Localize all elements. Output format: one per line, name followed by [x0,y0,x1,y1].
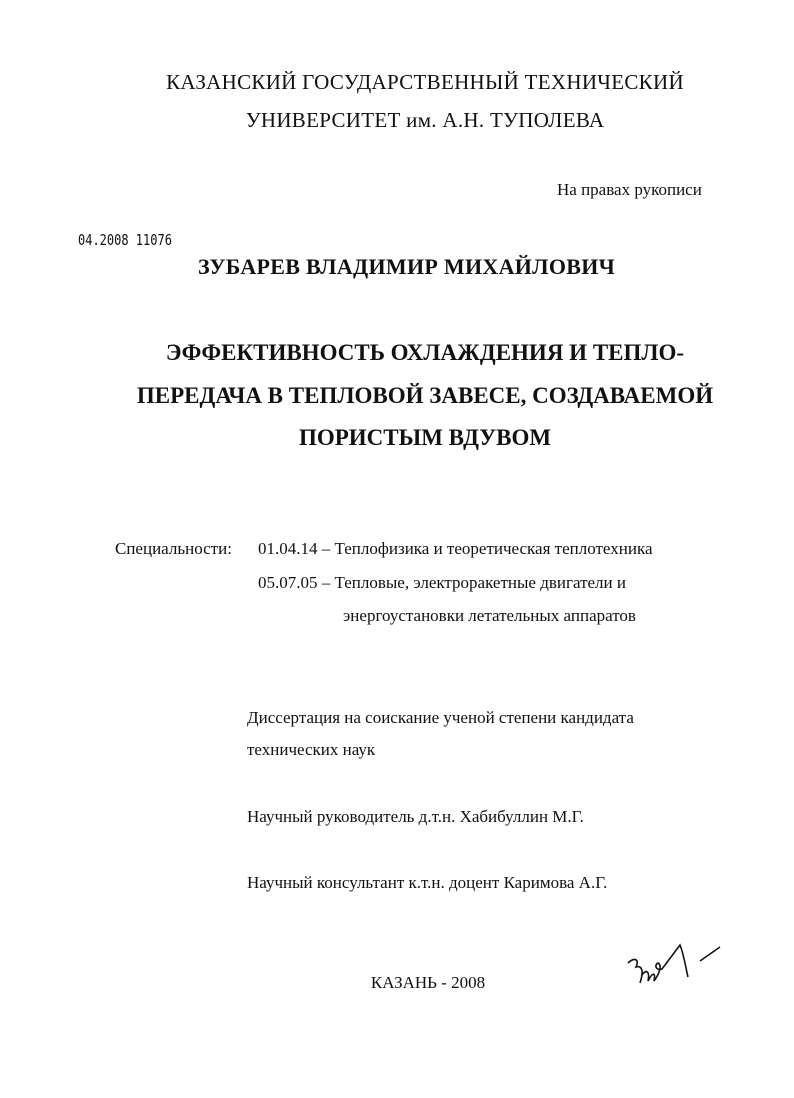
dissertation-line-1: Диссертация на соискание ученой степени кандидата [247,708,634,727]
registration-stamp: 04.2008 11076 [78,231,172,249]
specialty-1: 01.04.14 – Теплофизика и теоретическая теплотехника [258,539,653,558]
author-name: ЗУБАРЕВ ВЛАДИМИР МИХАЙЛОВИЧ [198,254,616,279]
specialties-label: Специальности: [115,539,232,558]
thesis-title-line-3: ПОРИСТЫМ ВДУВОМ [298,425,552,450]
supervisor: Научный руководитель д.т.н. Хабибуллин М.Г. [247,807,584,826]
university-line-1: КАЗАНСКИЙ ГОСУДАРСТВЕННЫЙ ТЕХНИЧЕСКИЙ [166,70,684,94]
rights-note: На правах рукописи [557,180,702,199]
signature [620,935,730,1005]
consultant: Научный консультант к.т.н. доцент Каримова А.Г. [247,873,608,892]
thesis-title-line-1: ЭФФЕКТИВНОСТЬ ОХЛАЖДЕНИЯ И ТЕПЛО- [165,340,685,365]
thesis-title-line-2: ПЕРЕДАЧА В ТЕПЛОВОЙ ЗАВЕСЕ, СОЗДАВАЕМОЙ [136,383,714,408]
city-year: КАЗАНЬ - 2008 [370,973,486,992]
university-line-2: УНИВЕРСИТЕТ им. А.Н. ТУПОЛЕВА [245,108,605,132]
dissertation-line-2: технических наук [247,740,376,759]
specialty-2: 05.07.05 – Тепловые, электроракетные двигатели и [258,573,626,592]
specialty-2-cont: энергоустановки летательных аппаратов [343,606,636,625]
